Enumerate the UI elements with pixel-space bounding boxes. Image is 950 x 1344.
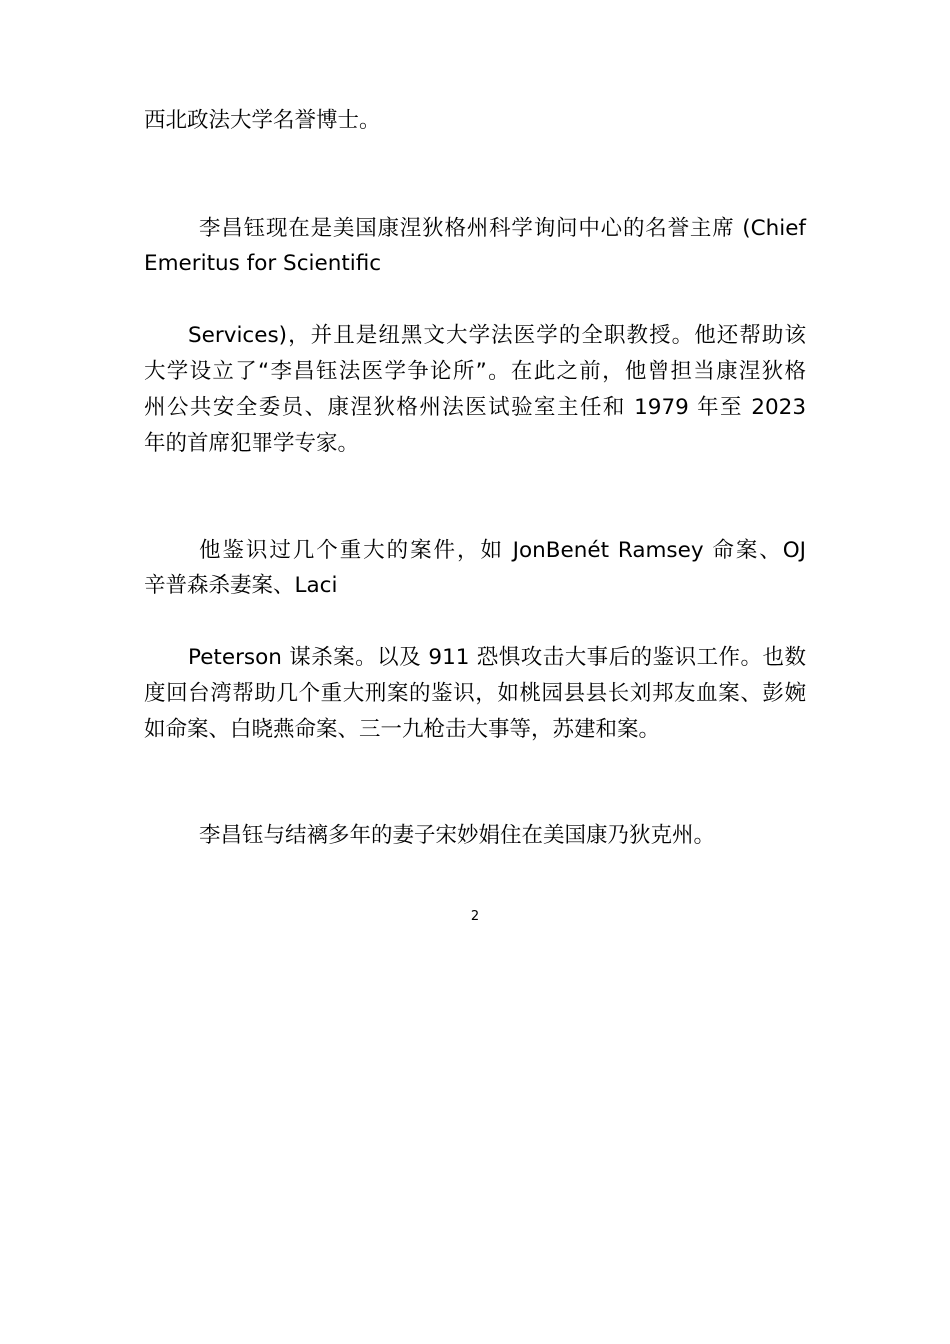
paragraph-line: 大学设立了“李昌钰法医学争论所”。在此之前，他曾担当康涅狄格 bbox=[144, 359, 806, 384]
page-number: 2 bbox=[470, 909, 480, 924]
paragraph-line: Services)，并且是纽黑文大学法医学的全职教授。他还帮助该 bbox=[188, 323, 806, 348]
paragraph-line: 度回台湾帮助几个重大刑案的鉴识，如桃园县县长刘邦友血案、彭婉 bbox=[144, 681, 806, 706]
paragraph-line: 李昌钰与结褵多年的妻子宋妙娟住在美国康乃狄克州。 bbox=[199, 823, 716, 848]
paragraph-line: 西北政法大学名誉博士。 bbox=[144, 108, 381, 133]
paragraph-line: 如命案、白晓燕命案、三一九枪击大事等，苏建和案。 bbox=[144, 717, 661, 742]
paragraph-line: 李昌钰现在是美国康涅狄格州科学询问中心的名誉主席 (Chief bbox=[199, 216, 806, 241]
paragraph-line: 年的首席犯罪学专家。 bbox=[144, 431, 360, 456]
paragraph-line: Emeritus for Scientific bbox=[144, 251, 382, 276]
paragraph-line: 他鉴识过几个重大的案件，如 JonBenét Ramsey 命案、OJ bbox=[199, 538, 806, 563]
paragraph-line: 辛普森杀妻案、Laci bbox=[144, 573, 338, 598]
paragraph-line: 州公共安全委员、康涅狄格州法医试验室主任和 1979 年至 2023 bbox=[144, 395, 806, 420]
paragraph-line: Peterson 谋杀案。以及 911 恐惧攻击大事后的鉴识工作。也数 bbox=[188, 645, 806, 670]
